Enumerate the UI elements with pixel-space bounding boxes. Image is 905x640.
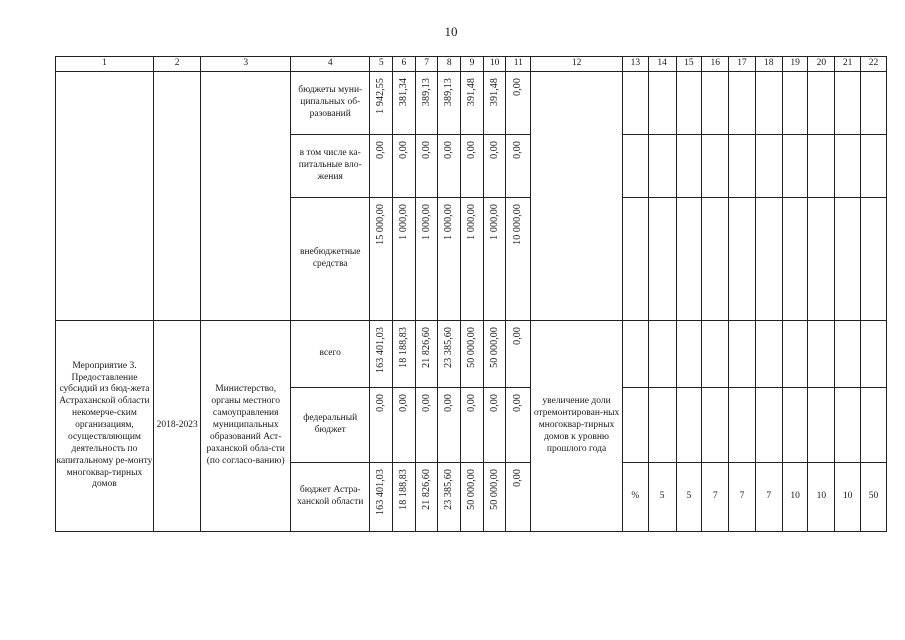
page-number: 10 [444,24,458,39]
amount-cell [483,388,506,463]
amount-value: 0,00 [397,141,409,159]
target-cell [808,198,835,321]
col-header: 4 [291,57,370,72]
target-cell [782,388,808,463]
amount-cell [393,321,416,388]
amount-cell [438,388,461,463]
amount-wrap [393,135,415,197]
target-cell [808,135,835,198]
amount-wrap [416,463,438,531]
target-cell [729,388,756,463]
target-cell [835,72,861,135]
amount-value: 50 000,00 [465,327,477,368]
amount-value: 0,00 [512,141,524,159]
amount-value: 0,00 [397,394,409,412]
amount-value: 1 000,00 [488,204,500,240]
amount-cell [483,321,506,388]
amount-cell [506,135,531,198]
amount-value: 21 826,60 [420,469,432,510]
target-cell [676,321,702,388]
amount-cell [393,463,416,532]
amount-wrap [506,72,530,134]
amount-wrap [393,72,415,134]
target-cell [755,72,782,135]
target-cell [622,321,648,388]
target-value: 10 [835,463,861,532]
target-cell [755,135,782,198]
amount-wrap [438,135,460,197]
amount-cell [415,72,438,135]
col-header: 22 [861,57,887,72]
amount-value: 21 826,60 [420,327,432,368]
target-cell [782,72,808,135]
col-header: 10 [483,57,506,72]
amount-value: 0,00 [512,469,524,487]
amount-cell [370,321,393,388]
amount-cell [370,463,393,532]
funding-source: в том числе ка-питальные вло-жения [291,135,370,198]
amount-value: 23 385,60 [443,327,455,368]
target-cell [622,198,648,321]
amount-wrap [506,388,530,462]
target-cell [702,72,729,135]
amount-wrap [416,388,438,462]
amount-value: 381,34 [397,78,409,107]
amount-cell [506,198,531,321]
amount-cell [415,321,438,388]
funding-source: внебюджетные средства [291,198,370,321]
col-header: 8 [438,57,461,72]
amount-wrap [484,321,506,387]
amount-value: 0,00 [375,141,386,159]
target-cell [782,135,808,198]
amount-wrap [370,198,392,320]
target-cell [755,321,782,388]
target-value: 5 [676,463,702,532]
amount-wrap [461,388,483,462]
target-cell [676,198,702,321]
col-header: 6 [393,57,416,72]
measure-executor: Министерство, органы местного самоуправления муниципальных образований Аст-раханской обла-сти (по согласо-ванию) [201,321,291,532]
amount-value: 0,00 [420,141,432,159]
amount-value: 0,00 [375,394,386,412]
target-cell [808,388,835,463]
amount-cell [393,388,416,463]
amount-wrap [506,198,530,320]
measure-name: Мероприятие 3. Предоставление субсидий из бюд-жета Астраханской области некомерче-ским организациям, осуществляющим деятельность по капитальному ре-монту многоквар-тирных домов [56,321,154,532]
program-table [55,56,887,532]
funding-source: всего [291,321,370,388]
amount-value: 389,13 [420,78,432,107]
amount-cell [461,72,484,135]
amount-value: 1 000,00 [465,204,477,240]
amount-value: 0,00 [488,141,500,159]
indicator-text: увеличение доли отремонтирован-ных многоквар-тирных домов к уровню прошлого года [531,321,623,532]
amount-wrap [484,72,506,134]
amount-wrap [438,463,460,531]
target-value: 10 [808,463,835,532]
amount-wrap [438,198,460,320]
amount-wrap [393,463,415,531]
target-cell [782,321,808,388]
target-value: 10 [782,463,808,532]
amount-wrap [506,463,530,531]
target-cell [648,135,676,198]
target-value: 5 [648,463,676,532]
amount-cell [461,463,484,532]
amount-cell [370,388,393,463]
target-cell [676,135,702,198]
amount-wrap [461,135,483,197]
amount-cell [438,135,461,198]
amount-value: 18 188,83 [397,327,409,368]
amount-cell [506,321,531,388]
amount-wrap [484,463,506,531]
col-header: 5 [370,57,393,72]
amount-wrap [461,463,483,531]
target-cell [622,135,648,198]
amount-wrap [370,388,392,462]
amount-value: 0,00 [465,394,477,412]
amount-cell [370,135,393,198]
target-cell [835,388,861,463]
executor-cell [201,72,291,321]
amount-wrap [416,72,438,134]
target-cell [676,72,702,135]
target-cell [782,198,808,321]
amount-value: 0,00 [512,78,524,96]
funding-source: бюджеты муни-ципальных об-разований [291,72,370,135]
target-cell [648,72,676,135]
amount-value: 1 000,00 [420,204,432,240]
col-header: 3 [201,57,291,72]
amount-value: 389,13 [443,78,455,107]
col-header: 11 [506,57,531,72]
amount-cell [506,388,531,463]
target-cell [861,135,887,198]
target-cell [729,72,756,135]
target-cell [648,388,676,463]
target-cell [861,388,887,463]
amount-wrap [484,135,506,197]
amount-value: 163 401,03 [375,469,386,515]
amount-cell [483,135,506,198]
col-header: 9 [461,57,484,72]
amount-wrap [393,198,415,320]
amount-wrap [484,388,506,462]
amount-value: 50 000,00 [488,327,500,368]
amount-value: 391,48 [488,78,500,107]
amount-wrap [416,198,438,320]
amount-value: 0,00 [465,141,477,159]
column-number-row [56,57,887,72]
amount-cell [461,321,484,388]
amount-cell [438,321,461,388]
col-header: 13 [622,57,648,72]
amount-value: 1 000,00 [397,204,409,240]
period-cell [153,72,200,321]
amount-wrap [438,321,460,387]
amount-value: 23 385,60 [443,469,455,510]
target-cell [702,198,729,321]
amount-wrap [416,135,438,197]
col-header: 1 [56,57,154,72]
col-header: 12 [531,57,623,72]
amount-value: 1 000,00 [443,204,455,240]
amount-cell [438,198,461,321]
amount-wrap [370,321,392,387]
amount-wrap [370,463,392,531]
col-header: 20 [808,57,835,72]
measure-row [56,321,887,388]
amount-cell [370,198,393,321]
amount-cell [506,463,531,532]
amount-cell [483,198,506,321]
amount-value: 1 942,55 [375,78,386,114]
amount-wrap [393,388,415,462]
col-header: 2 [153,57,200,72]
col-header: 7 [415,57,438,72]
target-cell [648,321,676,388]
continuation-row [56,72,887,135]
amount-value: 0,00 [443,141,455,159]
target-cell [729,198,756,321]
measure-name-cell [56,72,154,321]
amount-cell [461,198,484,321]
amount-wrap [461,198,483,320]
unit-cell: % [622,463,648,532]
target-value: 7 [755,463,782,532]
target-cell [622,388,648,463]
amount-value: 0,00 [488,394,500,412]
target-cell [835,321,861,388]
amount-wrap [370,135,392,197]
amount-cell [393,135,416,198]
amount-cell [461,388,484,463]
target-cell [755,388,782,463]
amount-cell [370,72,393,135]
amount-value: 391,48 [465,78,477,107]
amount-wrap [370,72,392,134]
amount-wrap [438,72,460,134]
col-header: 16 [702,57,729,72]
amount-cell [461,135,484,198]
target-cell [648,198,676,321]
amount-wrap [506,321,530,387]
amount-value: 50 000,00 [488,469,500,510]
amount-value: 50 000,00 [465,469,477,510]
funding-source: бюджет Астра-ханской области [291,463,370,532]
amount-value: 163 401,03 [375,327,386,373]
amount-value: 15 000,00 [375,204,386,245]
amount-cell [415,135,438,198]
target-value: 50 [861,463,887,532]
target-cell [861,321,887,388]
target-cell [835,135,861,198]
target-cell [622,72,648,135]
amount-value: 0,00 [512,394,524,412]
col-header: 17 [729,57,756,72]
target-cell [835,198,861,321]
col-header: 14 [648,57,676,72]
amount-wrap [393,321,415,387]
amount-value: 18 188,83 [397,469,409,510]
target-cell [755,198,782,321]
target-cell [729,135,756,198]
funding-source: федеральный бюджет [291,388,370,463]
target-value: 7 [729,463,756,532]
amount-cell [415,388,438,463]
amount-cell [393,72,416,135]
amount-wrap [438,388,460,462]
target-cell [702,135,729,198]
col-header: 18 [755,57,782,72]
amount-wrap [484,198,506,320]
target-cell [808,72,835,135]
amount-cell [393,198,416,321]
amount-wrap [461,72,483,134]
col-header: 21 [835,57,861,72]
target-cell [861,198,887,321]
target-cell [808,321,835,388]
amount-wrap [506,135,530,197]
amount-cell [438,72,461,135]
target-cell [861,72,887,135]
target-cell [702,321,729,388]
amount-value: 0,00 [420,394,432,412]
target-value: 7 [702,463,729,532]
target-cell [702,388,729,463]
amount-wrap [461,321,483,387]
col-header: 15 [676,57,702,72]
amount-wrap [416,321,438,387]
amount-cell [483,463,506,532]
amount-cell [438,463,461,532]
amount-value: 0,00 [443,394,455,412]
target-cell [676,388,702,463]
amount-cell [483,72,506,135]
measure-period: 2018-2023 [153,321,200,532]
amount-cell [415,463,438,532]
amount-cell [415,198,438,321]
col-header: 19 [782,57,808,72]
amount-value: 0,00 [512,327,524,345]
indicator-cell [531,72,623,321]
amount-cell [506,72,531,135]
target-cell [729,321,756,388]
amount-value: 10 000,00 [512,204,524,245]
